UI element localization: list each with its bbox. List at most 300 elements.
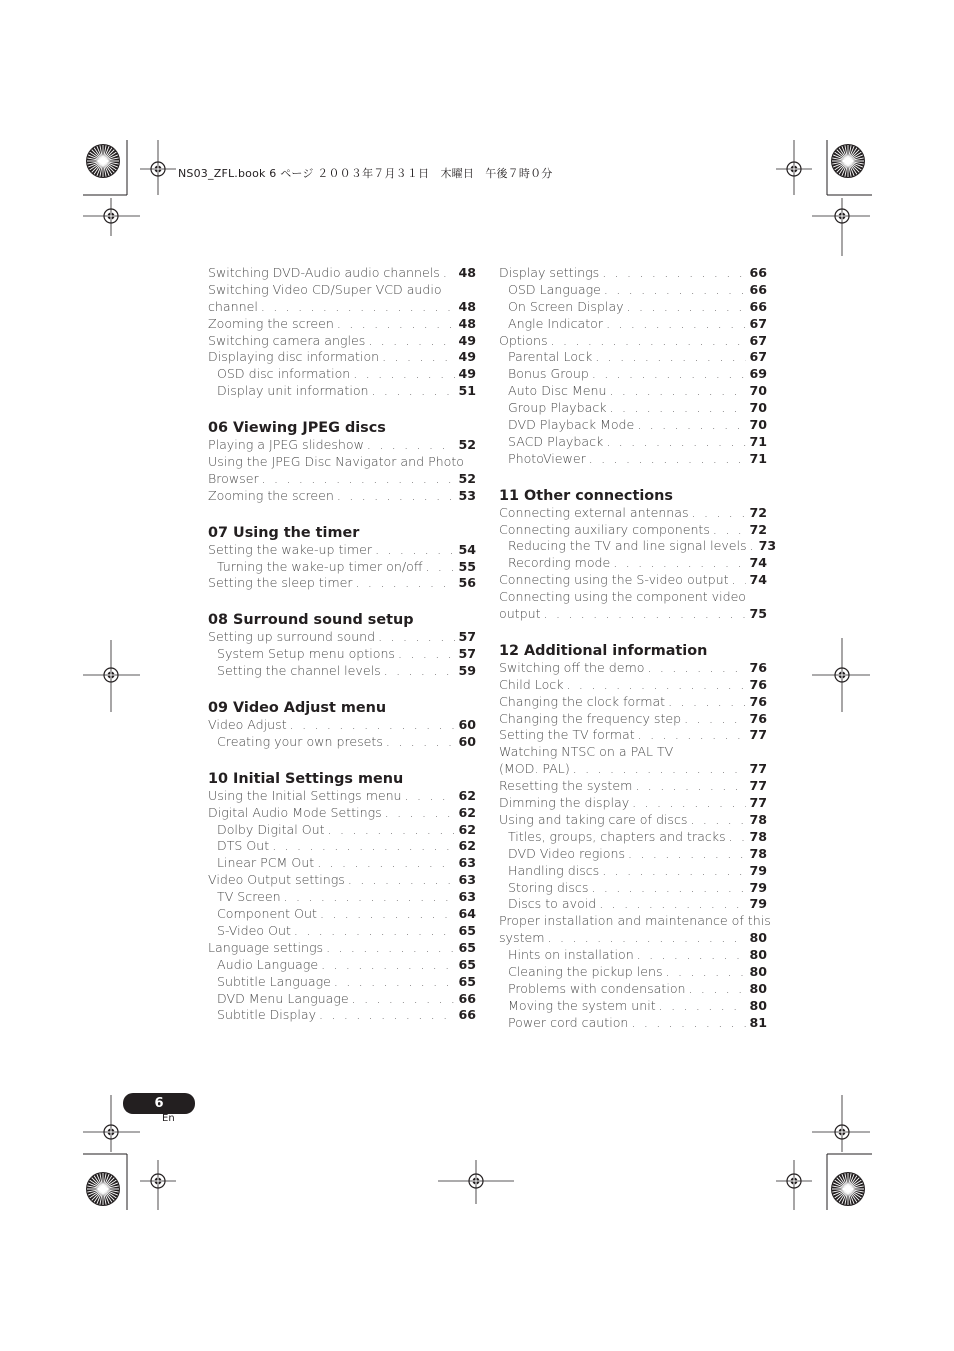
dot-leader (647, 660, 746, 677)
toc-page-number: 76 (749, 659, 767, 675)
toc-entry-title: Cleaning the pickup lens (508, 963, 663, 979)
toc-entry[interactable] (208, 575, 476, 592)
toc-page-number: 54 (458, 541, 476, 557)
toc-page-number: 56 (458, 575, 476, 591)
toc-entry-title: Playing a JPEG slideshow (208, 437, 364, 453)
toc-entry-title: Connecting auxiliary components (499, 521, 710, 537)
toc-entry[interactable] (499, 265, 767, 282)
dot-leader (637, 947, 747, 964)
toc-entry-title: Linear PCM Out (217, 855, 315, 871)
toc-entry-title: Language settings (208, 939, 324, 955)
section-heading: 09 Video Adjust menu (208, 700, 387, 717)
toc-page-number: 77 (749, 795, 767, 811)
toc-entry-title: Connecting external antennas (499, 504, 689, 520)
toc-entry[interactable] (208, 471, 476, 488)
toc-page-number: 53 (458, 487, 476, 503)
toc-entry-title: Switching off the demo (499, 659, 645, 675)
dot-leader (589, 451, 747, 468)
toc-page-number: 59 (458, 663, 476, 679)
dot-leader (729, 829, 747, 846)
toc-entry[interactable] (499, 333, 767, 350)
dot-leader (666, 964, 747, 981)
toc-entry-title: Reducing the TV and line signal levels (508, 538, 747, 554)
dot-leader (713, 522, 747, 539)
toc-page-number: 72 (749, 504, 767, 520)
toc-page-number: 60 (458, 733, 476, 749)
toc-page-number: 80 (749, 963, 767, 979)
toc-entry-title: Setting the TV format (499, 727, 635, 743)
toc-entry-title: TV Screen (217, 889, 281, 905)
dot-leader (348, 872, 456, 889)
toc-entry-title: Switching camera angles (208, 332, 366, 348)
toc-entry-title: Component Out (217, 906, 317, 922)
dot-leader (372, 383, 456, 400)
toc-entry-title: Audio Language (217, 956, 319, 972)
toc-entry[interactable] (208, 349, 476, 366)
toc-subentry[interactable] (499, 538, 777, 555)
toc-page-number: 66 (458, 990, 476, 1006)
toc-page-number: 76 (749, 693, 767, 709)
toc-subentry[interactable] (499, 896, 767, 913)
toc-page-number: 69 (749, 366, 767, 382)
dot-leader (631, 1015, 746, 1032)
toc-page-number: 49 (458, 349, 476, 365)
toc-page-number: 57 (458, 629, 476, 645)
dot-leader (606, 316, 746, 333)
toc-subentry[interactable] (208, 734, 476, 751)
dot-leader (375, 542, 455, 559)
toc-page-number: 70 (749, 400, 767, 416)
dot-leader (551, 333, 747, 350)
toc-page-number: 75 (749, 606, 767, 622)
toc-page-number: 66 (749, 281, 767, 297)
toc-page-number: 62 (458, 804, 476, 820)
toc-subentry[interactable] (208, 974, 476, 991)
toc-entry-title: Browser (208, 470, 259, 486)
toc-page-number: 77 (749, 727, 767, 743)
dot-leader (610, 400, 747, 417)
toc-subentry[interactable] (208, 991, 476, 1008)
dot-leader (319, 1007, 455, 1024)
dot-leader (668, 694, 746, 711)
toc-subentry[interactable] (208, 663, 476, 680)
toc-entry-title: DVD Video regions (508, 845, 626, 861)
toc-page-number: 57 (458, 646, 476, 662)
dot-leader (637, 417, 746, 434)
dot-leader (284, 889, 456, 906)
toc-subentry[interactable] (208, 559, 476, 576)
toc-page-number: 74 (749, 572, 767, 588)
toc-entry[interactable] (208, 542, 476, 559)
toc-subentry[interactable] (499, 417, 767, 434)
toc-page-number: 52 (458, 470, 476, 486)
toc-page-number: 63 (458, 855, 476, 871)
dot-leader (604, 282, 747, 299)
toc-entry[interactable] (208, 282, 476, 299)
toc-entry[interactable] (208, 488, 476, 505)
toc-entry-title: Proper installation and maintenance of this (499, 913, 771, 929)
toc-entry-title: Turning the wake-up timer on/off (217, 558, 423, 574)
toc-entry-title: channel (208, 298, 258, 314)
dot-leader (368, 333, 455, 350)
toc-entry[interactable] (499, 761, 767, 778)
toc-page-number: 77 (749, 761, 767, 777)
toc-left-column (208, 265, 476, 1024)
toc-page-number: 66 (749, 298, 767, 314)
toc-entry[interactable] (208, 265, 476, 282)
dot-leader (627, 299, 747, 316)
toc-entry-title: Zooming the screen (208, 487, 334, 503)
toc-page-number: 65 (458, 973, 476, 989)
toc-subentry[interactable] (499, 829, 767, 846)
toc-subentry[interactable] (208, 957, 476, 974)
toc-page-number: 60 (458, 717, 476, 733)
toc-entry-title: Video Adjust (208, 717, 287, 733)
dot-leader (610, 383, 747, 400)
toc-subentry[interactable] (499, 400, 767, 417)
toc-entry-title: Video Output settings (208, 872, 345, 888)
toc-subentry[interactable] (499, 880, 767, 897)
toc-entry[interactable] (208, 940, 476, 957)
toc-subentry[interactable] (499, 383, 767, 400)
toc-right-column (499, 265, 777, 1032)
toc-subentry[interactable] (499, 366, 767, 383)
toc-entry[interactable] (499, 930, 767, 947)
toc-page-number: 63 (458, 889, 476, 905)
toc-page-number: 76 (749, 676, 767, 692)
toc-entry-title: Display unit information (217, 383, 369, 399)
toc-entry[interactable] (499, 913, 771, 930)
toc-subentry[interactable] (499, 1015, 767, 1032)
dot-leader (689, 981, 747, 998)
toc-entry[interactable] (499, 589, 767, 606)
dot-leader (750, 538, 756, 555)
toc-entry-title: Setting the channel levels (217, 663, 381, 679)
toc-subentry[interactable] (208, 923, 476, 940)
dot-leader (595, 349, 746, 366)
dot-leader (684, 711, 746, 728)
toc-entry-title: DVD Menu Language (217, 990, 349, 1006)
toc-subentry[interactable] (499, 863, 767, 880)
section-heading: 12 Additional information (499, 642, 708, 659)
toc-page-number: 70 (749, 417, 767, 433)
toc-entry-title: On Screen Display (508, 298, 624, 314)
toc-entry-title: Switching DVD-Audio audio channels (208, 265, 440, 280)
dot-leader (599, 896, 746, 913)
toc-page-number: 52 (458, 437, 476, 453)
toc-entry[interactable] (208, 788, 476, 805)
toc-entry-title: SACD Playback (508, 433, 604, 449)
dot-leader (337, 316, 456, 333)
toc-entry[interactable] (499, 694, 767, 711)
toc-entry[interactable] (499, 572, 767, 589)
toc-subentry[interactable] (499, 964, 767, 981)
toc-entry[interactable] (208, 437, 476, 454)
toc-entry-title: output (499, 606, 541, 622)
toc-entry-title: Problems with condensation (508, 980, 686, 996)
toc-subentry[interactable] (208, 646, 476, 663)
toc-entry-title: Dimming the display (499, 795, 630, 811)
toc-entry[interactable] (499, 505, 767, 522)
dot-leader (386, 734, 456, 751)
section-heading: 07 Using the timer (208, 524, 360, 541)
dot-leader (567, 677, 747, 694)
toc-entry-title: Storing discs (508, 879, 589, 895)
toc-entry-title: Displaying disc information (208, 349, 380, 365)
dot-leader (294, 923, 456, 940)
toc-subentry[interactable] (499, 299, 767, 316)
toc-entry-title: Digital Audio Mode Settings (208, 804, 382, 820)
toc-subentry[interactable] (499, 451, 767, 468)
toc-page-number: 48 (458, 298, 476, 314)
dot-leader (317, 855, 455, 872)
toc-entry-title: Subtitle Language (217, 973, 331, 989)
dot-leader (384, 663, 456, 680)
toc-subentry[interactable] (499, 846, 767, 863)
toc-page-number: 62 (458, 821, 476, 837)
toc-entry-title: Setting up surround sound (208, 629, 376, 645)
dot-leader (690, 812, 746, 829)
toc-entry-title: OSD Language (508, 281, 601, 297)
toc-entry-title: Titles, groups, chapters and tracks (508, 828, 726, 844)
toc-subentry[interactable] (208, 906, 476, 923)
toc-subentry[interactable] (499, 998, 767, 1015)
toc-entry-title: PhotoViewer (508, 450, 586, 466)
dot-leader (398, 646, 455, 663)
toc-entry-title: System Setup menu options (217, 646, 395, 662)
toc-page-number: 80 (749, 930, 767, 946)
section-heading: 10 Initial Settings menu (208, 770, 404, 787)
toc-entry-title: Bonus Group (508, 366, 589, 382)
dot-leader (613, 555, 746, 572)
dot-leader (426, 559, 456, 576)
dot-leader (320, 906, 456, 923)
toc-entry-title: Changing the frequency step (499, 710, 682, 726)
dot-leader (352, 991, 456, 1008)
toc-entry-title: Recording mode (508, 555, 611, 571)
toc-page-number: 49 (458, 332, 476, 348)
toc-page-number: 65 (458, 956, 476, 972)
dot-leader (443, 265, 456, 282)
toc-entry[interactable] (208, 629, 476, 646)
dot-leader (544, 606, 747, 623)
toc-page-number: 79 (749, 862, 767, 878)
section-heading: 06 Viewing JPEG discs (208, 420, 386, 437)
toc-entry-title: Changing the clock format (499, 693, 666, 709)
toc-page-number: 55 (458, 558, 476, 574)
toc-page-number: 66 (458, 1007, 476, 1023)
toc-page-number: 74 (749, 555, 767, 571)
toc-entry-title: Setting the sleep timer (208, 575, 353, 591)
dot-leader (602, 265, 746, 282)
toc-entry-title: Display settings (499, 265, 600, 280)
toc-entry-title: Using the JPEG Disc Navigator and Photo (208, 454, 465, 470)
toc-entry-title: Power cord caution (508, 1014, 629, 1030)
toc-page-number: 72 (749, 521, 767, 537)
toc-entry[interactable] (499, 677, 767, 694)
toc-entry[interactable] (208, 316, 476, 333)
dot-leader (328, 822, 456, 839)
dot-leader (378, 629, 455, 646)
toc-page-number: 76 (749, 710, 767, 726)
toc-entry-title: Subtitle Display (217, 1007, 317, 1023)
dot-leader (628, 846, 746, 863)
toc-entry[interactable] (499, 727, 767, 744)
toc-entry-title: Handling discs (508, 862, 600, 878)
toc-entry-title: Connecting using the S-video output (499, 572, 729, 588)
toc-entry-title: Creating your own presets (217, 733, 383, 749)
toc-subentry[interactable] (208, 822, 476, 839)
toc-page-number: 48 (458, 315, 476, 331)
toc-entry[interactable] (499, 778, 767, 795)
dot-leader (635, 778, 746, 795)
toc-entry-title: OSD disc information (217, 366, 351, 382)
toc-entry-title: Zooming the screen (208, 315, 334, 331)
dot-leader (606, 434, 746, 451)
dot-leader (659, 998, 747, 1015)
toc-subentry[interactable] (499, 316, 767, 333)
dot-leader (638, 727, 747, 744)
section-heading: 08 Surround sound setup (208, 612, 414, 629)
toc-entry[interactable] (208, 454, 476, 471)
toc-subentry[interactable] (208, 1007, 476, 1024)
toc-page-number: 48 (458, 265, 476, 280)
toc-subentry[interactable] (208, 889, 476, 906)
toc-entry-title: Options (499, 332, 548, 348)
toc-entry[interactable] (499, 606, 767, 623)
toc-page-number: 63 (458, 872, 476, 888)
toc-entry-title: Auto Disc Menu (508, 383, 607, 399)
toc-entry[interactable] (208, 333, 476, 350)
toc-entry-title: system (499, 930, 545, 946)
toc-page-number: 73 (758, 538, 777, 554)
toc-entry[interactable] (208, 299, 476, 316)
toc-subentry[interactable] (499, 947, 767, 964)
toc-page-number: 71 (749, 450, 767, 466)
toc-entry-title: DVD Playback Mode (508, 417, 635, 433)
toc-page-number: 80 (749, 980, 767, 996)
toc-subentry[interactable] (208, 383, 476, 400)
toc-entry-title: Parental Lock (508, 349, 593, 365)
dot-leader (334, 974, 456, 991)
toc-entry[interactable] (208, 805, 476, 822)
dot-leader (548, 930, 747, 947)
toc-subentry[interactable] (499, 981, 767, 998)
dot-leader (321, 957, 455, 974)
toc-subentry[interactable] (208, 855, 476, 872)
toc-subentry[interactable] (499, 555, 767, 572)
toc-entry-title: Watching NTSC on a PAL TV (499, 744, 674, 760)
toc-entry-title: Angle Indicator (508, 315, 604, 331)
toc-page-number: 78 (749, 845, 767, 861)
toc-subentry[interactable] (499, 434, 767, 451)
dot-leader (367, 437, 456, 454)
toc-entry-title: Child Lock (499, 676, 564, 692)
dot-leader (382, 349, 455, 366)
dot-leader (261, 299, 456, 316)
toc-page-number: 65 (458, 939, 476, 955)
toc-page-number: 49 (458, 366, 476, 382)
dot-leader (356, 575, 456, 592)
toc-page-number: 67 (749, 349, 767, 365)
toc-entry-title: Dolby Digital Out (217, 821, 325, 837)
toc-page-number: 62 (458, 787, 476, 803)
toc-subentry[interactable] (499, 282, 767, 299)
toc-page-number: 64 (458, 906, 476, 922)
toc-entry-title: DTS Out (217, 838, 270, 854)
toc-page-number: 62 (458, 838, 476, 854)
toc-subentry[interactable] (499, 349, 767, 366)
dot-leader (632, 795, 746, 812)
dot-leader (326, 940, 455, 957)
toc-page-number: 65 (458, 922, 476, 938)
toc-entry-title: Group Playback (508, 400, 607, 416)
toc-page-number: 67 (749, 315, 767, 331)
toc-page-number: 51 (458, 383, 476, 399)
toc-entry[interactable] (499, 522, 767, 539)
toc-page-number: 71 (749, 433, 767, 449)
dot-leader (732, 572, 747, 589)
dot-leader (573, 761, 747, 778)
toc-entry-title: Using and taking care of discs (499, 811, 688, 827)
toc-page-number: 79 (749, 896, 767, 912)
registration-sunburst-icon (831, 144, 865, 178)
toc-entry-title: Setting the wake-up timer (208, 541, 373, 557)
toc-page-number: 66 (749, 265, 767, 280)
dot-leader (337, 488, 456, 505)
toc-page-number: 80 (749, 997, 767, 1013)
dot-leader (602, 863, 746, 880)
toc-entry-title: Switching Video CD/Super VCD audio (208, 281, 442, 297)
toc-page-number: 77 (749, 778, 767, 794)
toc-entry[interactable] (208, 717, 476, 734)
toc-page-number: 81 (749, 1014, 767, 1030)
toc-entry-title: Resetting the system (499, 778, 633, 794)
toc-entry[interactable] (499, 795, 767, 812)
toc-entry-title: Connecting using the component video (499, 589, 747, 605)
toc-page-number: 78 (749, 811, 767, 827)
toc-entry[interactable] (499, 812, 767, 829)
toc-entry-title: Hints on installation (508, 947, 634, 963)
toc-entry-title: Moving the system unit (508, 997, 656, 1013)
dot-leader (405, 788, 456, 805)
toc-entry[interactable] (499, 711, 767, 728)
toc-entry[interactable] (499, 660, 767, 677)
registration-sunburst-icon (831, 1172, 865, 1206)
toc-entry[interactable] (499, 744, 767, 761)
toc-subentry[interactable] (208, 366, 476, 383)
page-number-badge: 6 (123, 1093, 195, 1114)
file-info-header: NS03_ZFL.book 6 ページ ２００３年７月３１日 木曜日 午後７時０分 (178, 167, 553, 180)
toc-page-number: 80 (749, 947, 767, 963)
dot-leader (290, 717, 456, 734)
dot-leader (262, 471, 456, 488)
toc-subentry[interactable] (208, 838, 476, 855)
dot-leader (353, 366, 455, 383)
toc-entry[interactable] (208, 872, 476, 889)
registration-sunburst-icon (86, 144, 120, 178)
dot-leader (385, 805, 456, 822)
toc-page-number: 78 (749, 828, 767, 844)
toc-entry-title: S-Video Out (217, 922, 291, 938)
toc-entry-title: Discs to avoid (508, 896, 597, 912)
toc-page-number: 67 (749, 332, 767, 348)
section-heading: 11 Other connections (499, 487, 673, 504)
toc-page-number: 70 (749, 383, 767, 399)
dot-leader (272, 838, 455, 855)
dot-leader (591, 880, 746, 897)
registration-sunburst-icon (86, 1172, 120, 1206)
